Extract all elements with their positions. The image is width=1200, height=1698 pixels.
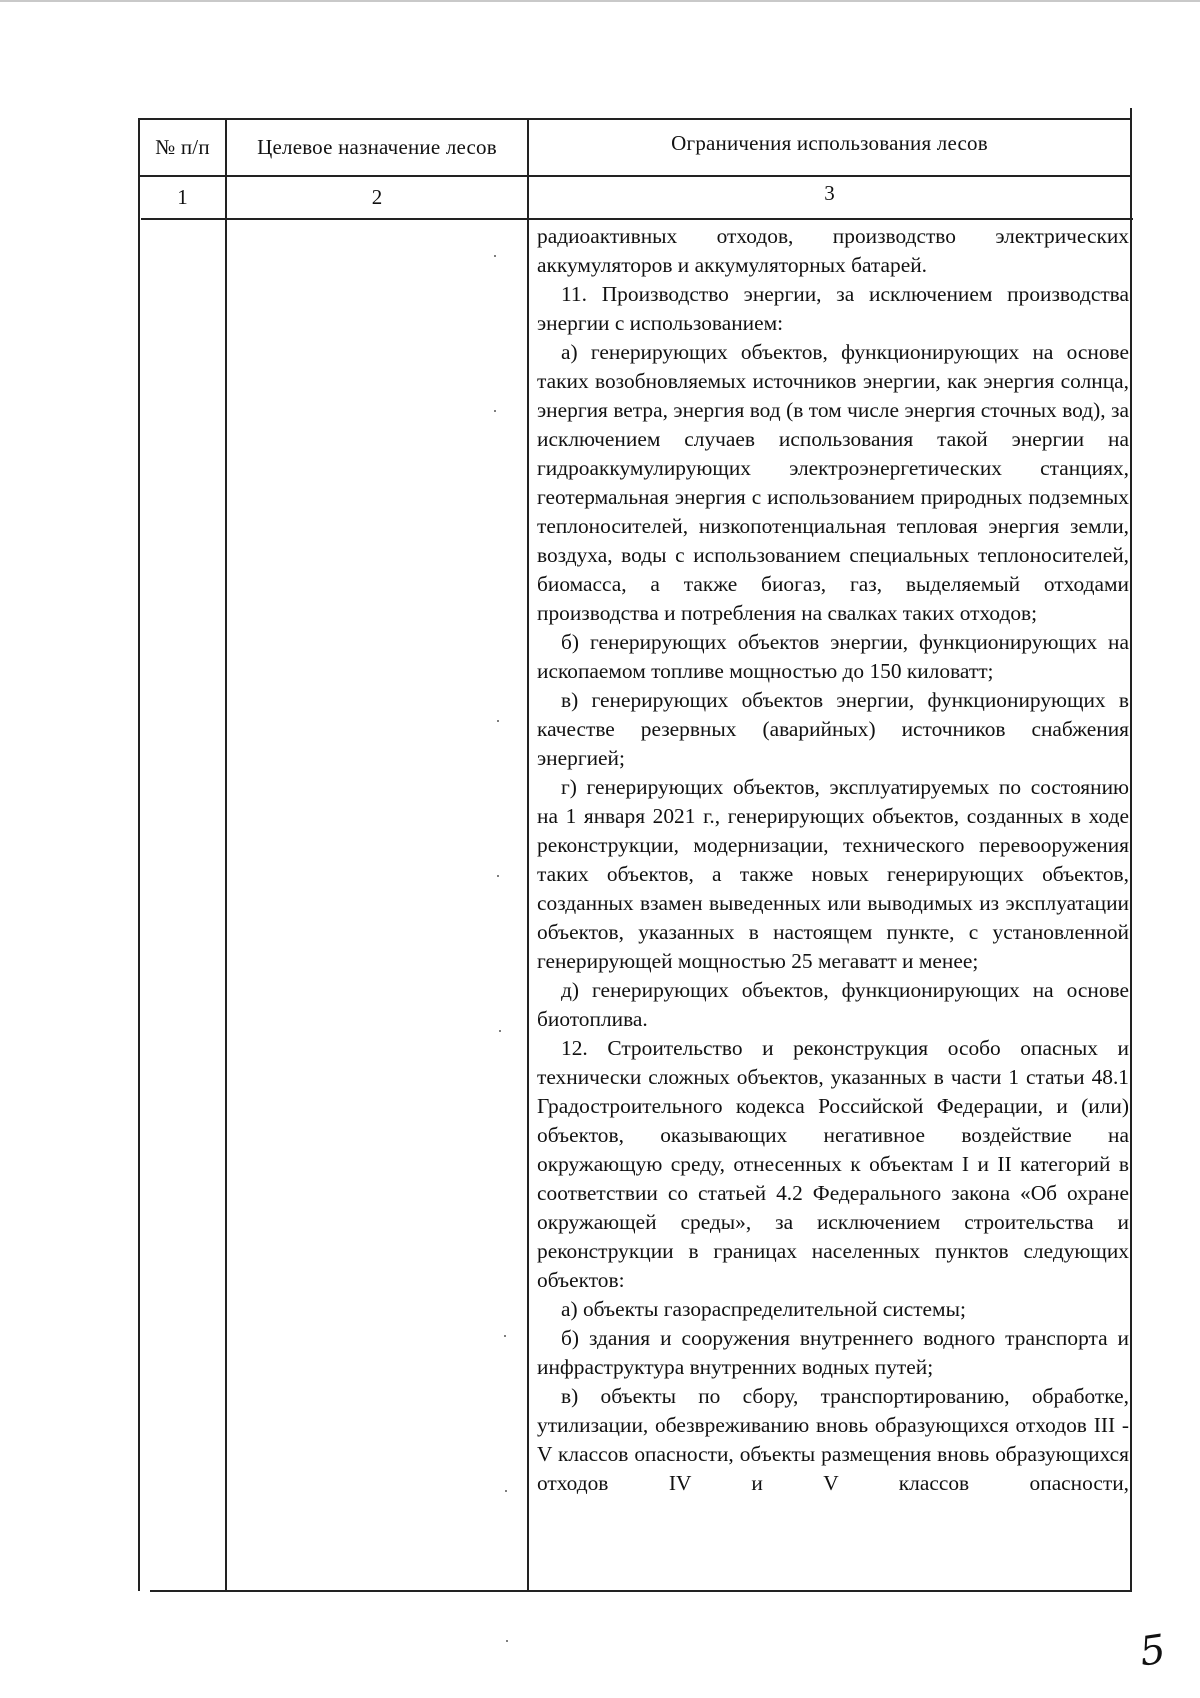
paragraph: б) здания и сооружения внутреннего водного транспорта и инфраструктура внутренних водных путей; xyxy=(537,1326,1129,1379)
header-purpose: Целевое назначение лесов xyxy=(257,135,497,159)
paragraph: а) объекты газораспределительной системы; xyxy=(561,1297,966,1321)
column-number-3: 3 xyxy=(824,181,835,205)
paragraph: д) генерирующих объектов, функционирующих на основе биотоплива. xyxy=(537,978,1129,1031)
paragraph: в) генерирующих объектов энергии, функционирующих в качестве резервных (аварийных) источников снабжения энергией; xyxy=(537,688,1129,770)
numbering-row-divider xyxy=(141,218,1133,220)
scan-speck xyxy=(494,410,496,412)
paragraph: в) объекты по сбору, транспортированию, обработке, утилизации, обезвреживанию вновь образующихся отходов III - V классов опасности, объекты размещения вновь образующихся отходов IV и V классов опасности, xyxy=(537,1384,1129,1495)
restrictions-text xyxy=(537,222,1129,1498)
scan-speck xyxy=(497,875,499,877)
page-number: 5 xyxy=(1136,1626,1169,1676)
header-number: № п/п xyxy=(155,135,210,159)
column-number-1: 1 xyxy=(177,185,188,209)
paragraph: а) генерирующих объектов, функционирующих на основе таких возобновляемых источников энергии, как энергия солнца, энергия ветра, энергия вод (в том числе энергия сточных вод), за исключением случаев использования такой энергии на гидроаккумулирующих электроэнергетических станциях, геотермальная энергия с использованием природных подземных теплоносителей, низкопотенциальная тепловая энергия земли, воздуха, воды с использованием специальных теплоносителей, биомасса, а также биогаз, газ, выделяемый отходами производства и потребления на свалках таких отходов; xyxy=(537,340,1129,625)
column-number-2: 2 xyxy=(371,185,383,209)
paragraph: б) генерирующих объектов энергии, функционирующих на ископаемом топливе мощностью до 150 киловатт; xyxy=(537,630,1129,683)
scan-speck xyxy=(506,1640,508,1642)
scan-speck xyxy=(505,1490,507,1492)
scan-edge xyxy=(0,0,1200,2)
table-left-border xyxy=(138,118,140,1591)
scan-speck xyxy=(494,255,496,257)
column-divider-1 xyxy=(225,118,227,1591)
scan-speck xyxy=(497,720,499,722)
header-restrictions: Ограничения использования лесов xyxy=(671,131,988,155)
paragraph: 12. Строительство и реконструкция особо опасных и технически сложных объектов, указанных в части 1 статьи 48.1 Градостроительного кодекса Российской Федерации, и (или) объектов, оказывающих негативное воздействие на окружающую среду, отнесенных к объектам I и II категорий в соответствии со статьей 4.2 Федерального закона «Об охране окружающей среды», за исключением строительства и реконструкции в границах населенных пунктов следующих объектов: xyxy=(537,1036,1129,1292)
paragraph: радиоактивных отходов, производство электрических аккумуляторов и аккумуляторных батарей. xyxy=(537,224,1129,277)
table-bottom-border xyxy=(150,1590,1132,1592)
scan-speck xyxy=(504,1335,506,1337)
scan-speck xyxy=(499,1030,501,1032)
column-divider-2 xyxy=(527,118,529,1591)
paragraph: г) генерирующих объектов, эксплуатируемых по состоянию на 1 января 2021 г., генерирующих объектов, созданных в ходе реконструкции, модернизации, технического перевооружения таких объектов, а также новых генерирующих объектов, созданных взамен выведенных или выводимых из эксплуатации объектов, указанных в настоящем пункте, с установленной генерирующей мощностью 25 мегаватт и менее; xyxy=(537,775,1129,973)
table-right-border xyxy=(1130,108,1132,1591)
paragraph: 11. Производство энергии, за исключением производства энергии с использованием: xyxy=(537,282,1129,335)
